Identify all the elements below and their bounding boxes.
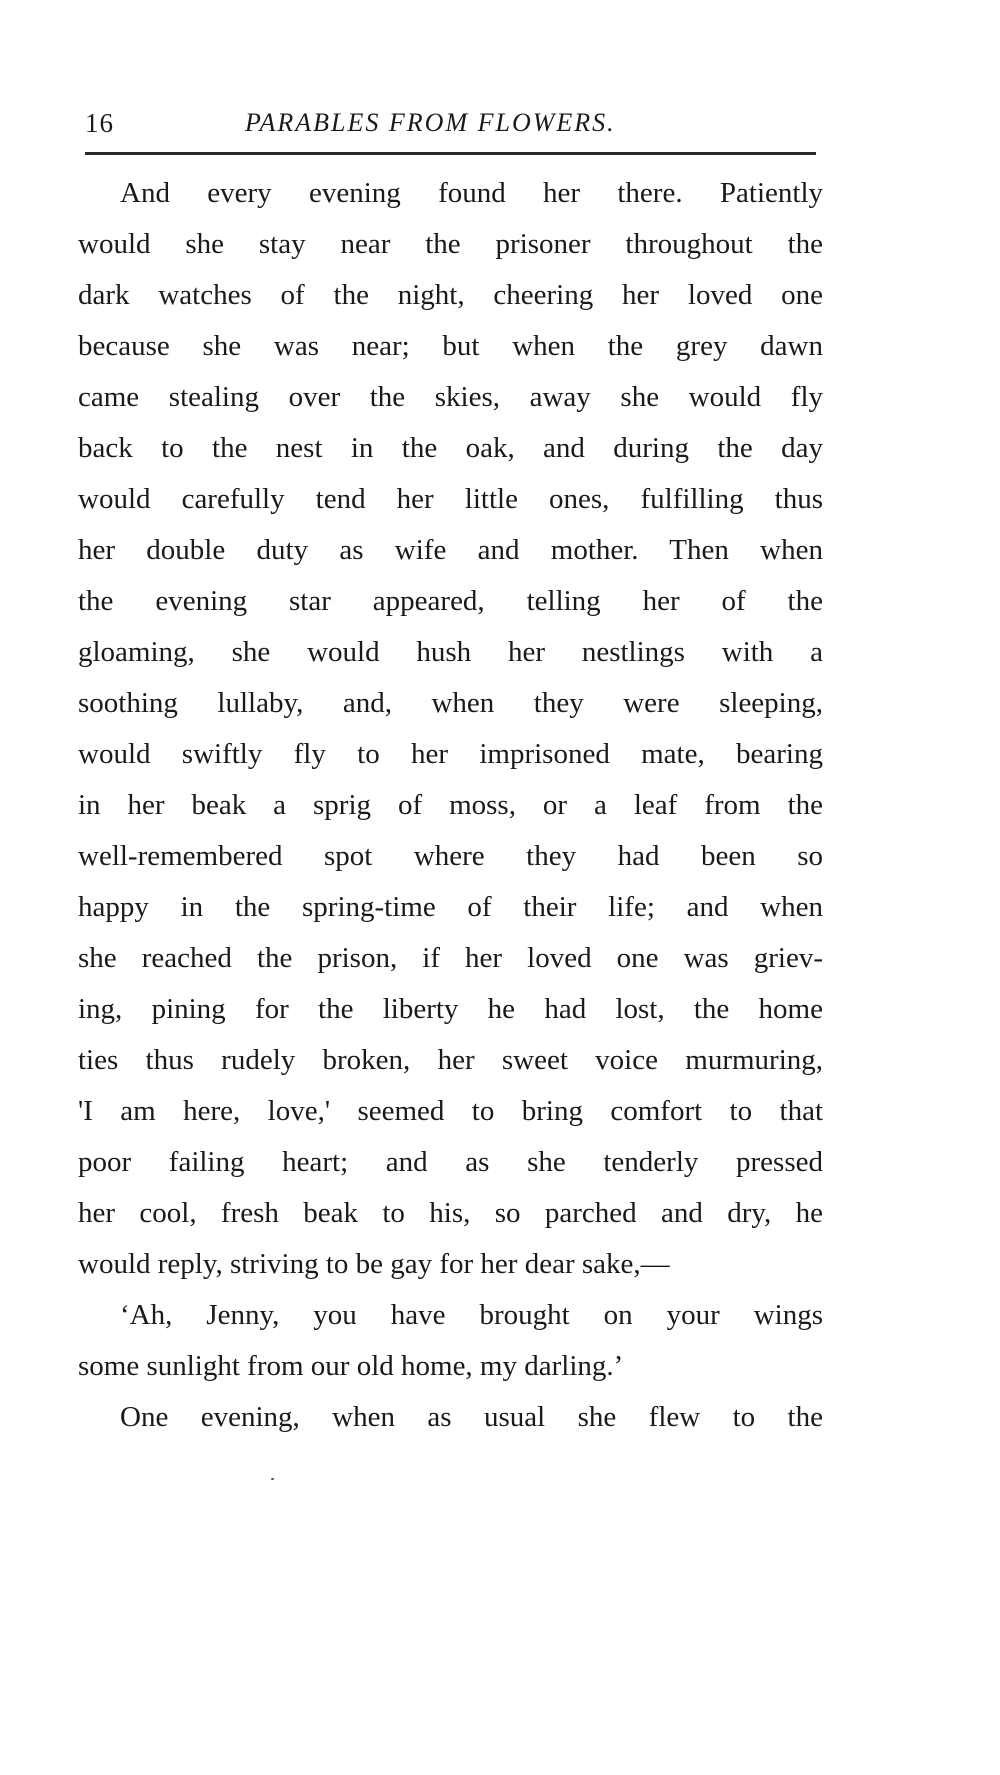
- running-title: PARABLES FROM FLOWERS.: [245, 108, 616, 137]
- text-line: would she stay near the prisoner throughout the: [78, 228, 823, 260]
- text-line: dark watches of the night, cheering her loved one: [78, 279, 823, 311]
- text-line: ing, pining for the liberty he had lost, the home: [78, 993, 823, 1025]
- text-line: her double duty as wife and mother. Then when: [78, 534, 823, 566]
- paragraph: [78, 1392, 823, 1443]
- text-line: she reached the prison, if her loved one was griev-: [78, 942, 823, 974]
- text-line: because she was near; but when the grey dawn: [78, 330, 823, 362]
- text-line: came stealing over the skies, away she would fly: [78, 381, 823, 413]
- text-line: gloaming, she would hush her nestlings with a: [78, 636, 823, 668]
- text-line: back to the nest in the oak, and during the day: [78, 432, 823, 464]
- text-line: the evening star appeared, telling her of the: [78, 585, 823, 617]
- page-header: [85, 108, 815, 148]
- text-line: in her beak a sprig of moss, or a leaf from the: [78, 789, 823, 821]
- text-line: would reply, striving to be gay for her dear sake,—: [78, 1248, 670, 1280]
- text-line: poor failing heart; and as she tenderly pressed: [78, 1146, 823, 1178]
- text-line: some sunlight from our old home, my darling.’: [78, 1350, 624, 1382]
- text-line: well-remembered spot where they had been so: [78, 840, 823, 872]
- page-number: 16: [85, 108, 114, 138]
- body-text: [78, 168, 823, 1443]
- text-line: ties thus rudely broken, her sweet voice murmuring,: [78, 1044, 823, 1076]
- text-line: soothing lullaby, and, when they were sleeping,: [78, 687, 823, 719]
- text-line: And every evening found her there. Patiently: [120, 177, 823, 209]
- text-line: would carefully tend her little ones, fulfilling thus: [78, 483, 823, 515]
- ink-speck: [271, 1478, 274, 1480]
- header-rule: [85, 152, 816, 155]
- text-line: her cool, fresh beak to his, so parched and dry, he: [78, 1197, 823, 1229]
- text-line: 'I am here, love,' seemed to bring comfort to that: [78, 1095, 823, 1127]
- text-line: ‘Ah, Jenny, you have brought on your wings: [120, 1299, 823, 1331]
- text-line: One evening, when as usual she flew to the: [120, 1401, 823, 1433]
- text-line: would swiftly fly to her imprisoned mate, bearing: [78, 738, 823, 770]
- paragraph: [78, 168, 823, 1290]
- text-line: happy in the spring-time of their life; and when: [78, 891, 823, 923]
- paragraph: [78, 1290, 823, 1392]
